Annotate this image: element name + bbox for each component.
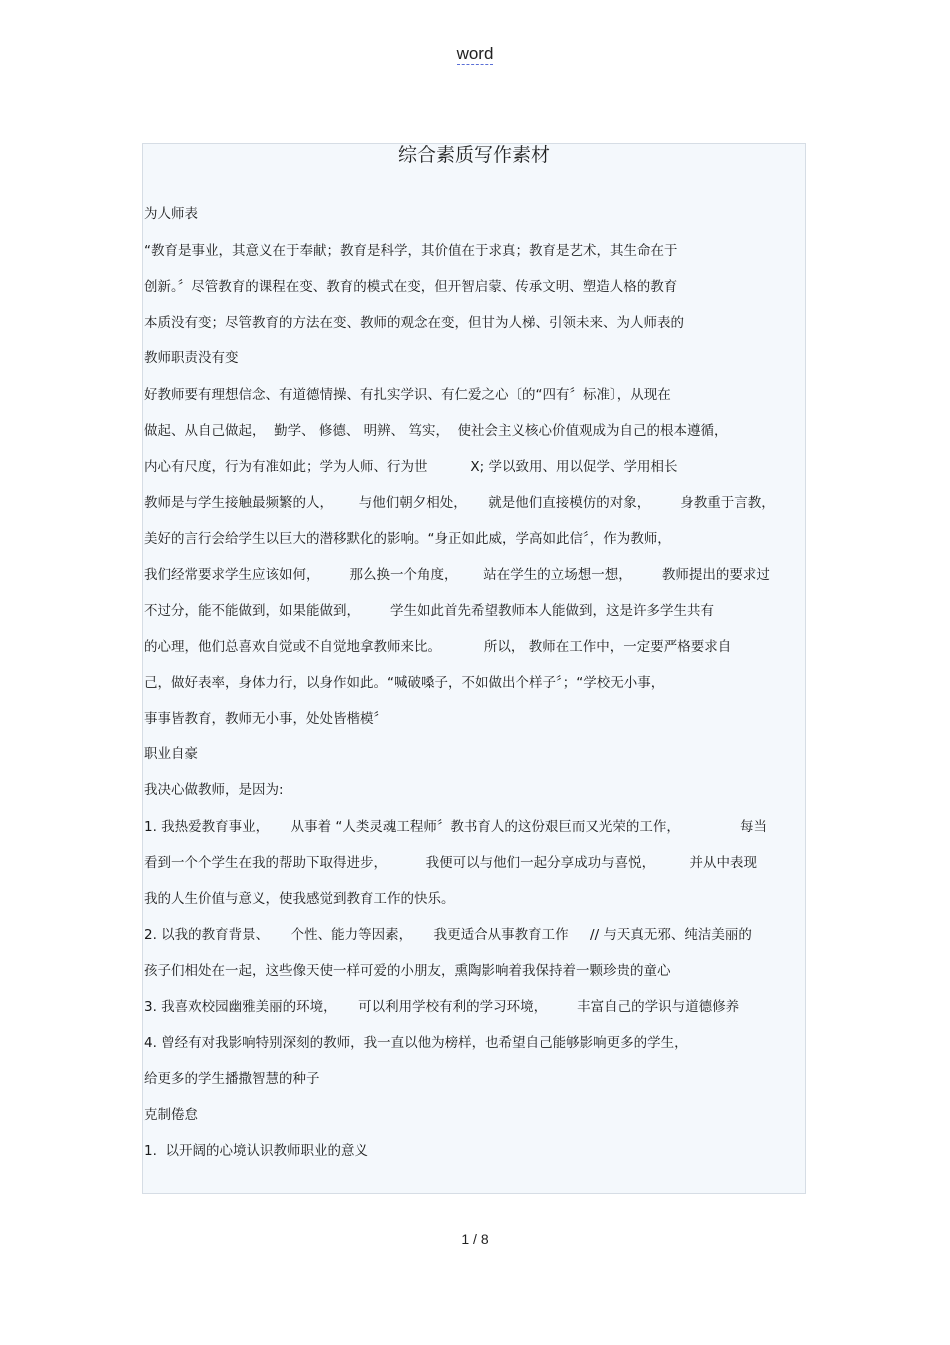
header-word-label: word (456, 44, 494, 63)
paragraph-line: 内心有尺度，行为有准如此；学为人师、行为世 X; 学以致用、用以促学、学用相长 (144, 459, 678, 475)
document-header (0, 44, 950, 64)
paragraph-line: “教育是事业，其意义在于奉献；教育是科学，其价值在于求真；教育是艺术，其生命在于 (144, 243, 678, 259)
list-item-line: 孩子们相处在一起，这些像天使一样可爱的小朋友，熏陶影响着我保持着一颗珍贵的童心 (144, 963, 671, 979)
paragraph-line: 我们经常要求学生应该如何， 那么换一个角度， 站在学生的立场想一想， 教师提出的要求过 (144, 567, 770, 583)
section-heading: 职业自豪 (144, 746, 198, 762)
paragraph-line: 的心理，他们总喜欢自觉或不自觉地拿教师来比。 所以， 教师在工作中，一定要严格要求自 (144, 639, 732, 655)
paragraph-line: 不过分，能不能做到，如果能做到， 学生如此首先希望教师本人能做到，这是许多学生共有 (144, 603, 715, 619)
page-indicator: 1 / 8 (461, 1231, 489, 1247)
paragraph-line: 本质没有变；尽管教育的方法在变、教师的观念在变，但甘为人梯、引领未来、为人师表的 (144, 315, 684, 331)
paragraph-line: 教师是与学生接触最频繁的人， 与他们朝夕相处， 就是他们直接模仿的对象， 身教重于言教， (144, 495, 775, 511)
list-item-line: 我的人生价值与意义，使我感觉到教育工作的快乐。 (144, 891, 455, 907)
list-item-line: 给更多的学生播撒智慧的种子 (144, 1071, 320, 1087)
paragraph-line: 我决心做教师，是因为: (144, 782, 284, 798)
list-item-line: 2. 以我的教育背景、 个性、能力等因素， 我更适合从事教育工作 // 与天真无邪、纯洁美丽的 (144, 927, 752, 943)
list-item-line: 1. 以开阔的心境认识教师职业的意义 (144, 1143, 368, 1159)
paragraph-line: 教师职责没有变 (144, 350, 239, 366)
list-item-line: 看到一个个学生在我的帮助下取得进步， 我便可以与他们一起分享成功与喜悦， 并从中表现 (144, 855, 757, 871)
document-title: 综合素质写作素材 (397, 144, 550, 166)
paragraph-line: 己，做好表率，身体力行，以身作如此。“喊破嗓子，不如做出个样子〞；“学校无小事， (144, 675, 665, 691)
list-item-line: 4. 曾经有对我影响特别深刻的教师，我一直以他为榜样，也希望自己能够影响更多的学生， (144, 1035, 688, 1051)
paragraph-line: 创新。〞尽管教育的课程在变、教育的模式在变，但开智启蒙、传承文明、塑造人格的教育 (144, 279, 678, 295)
section-heading: 克制倦怠 (144, 1107, 198, 1123)
list-item-line: 1. 我热爱教育事业， 从事着 “人类灵魂工程师〞教书育人的这份艰巨而又光荣的工作， 每当 (144, 819, 767, 835)
list-item-line: 3. 我喜欢校园幽雅美丽的环境， 可以利用学校有利的学习环境， 丰富自己的学识与道德修养 (144, 999, 740, 1015)
paragraph-line: 做起、从自己做起， 勤学、 修德、 明辨、 笃实， 使社会主义核心价值观成为自己的根本遵循， (144, 423, 728, 439)
paragraph-line: 美好的言行会给学生以巨大的潜移默化的影响。“身正如此威，学高如此信〞，作为教师， (144, 531, 671, 547)
paragraph-line: 好教师要有理想信念、有道德情操、有扎实学识、有仁爱之心〔的“四有〞标准〕，从现在 (144, 387, 671, 403)
section-heading: 为人师表 (144, 206, 198, 222)
paragraph-line: 事事皆教育，教师无小事，处处皆楷模〞 (144, 711, 387, 727)
